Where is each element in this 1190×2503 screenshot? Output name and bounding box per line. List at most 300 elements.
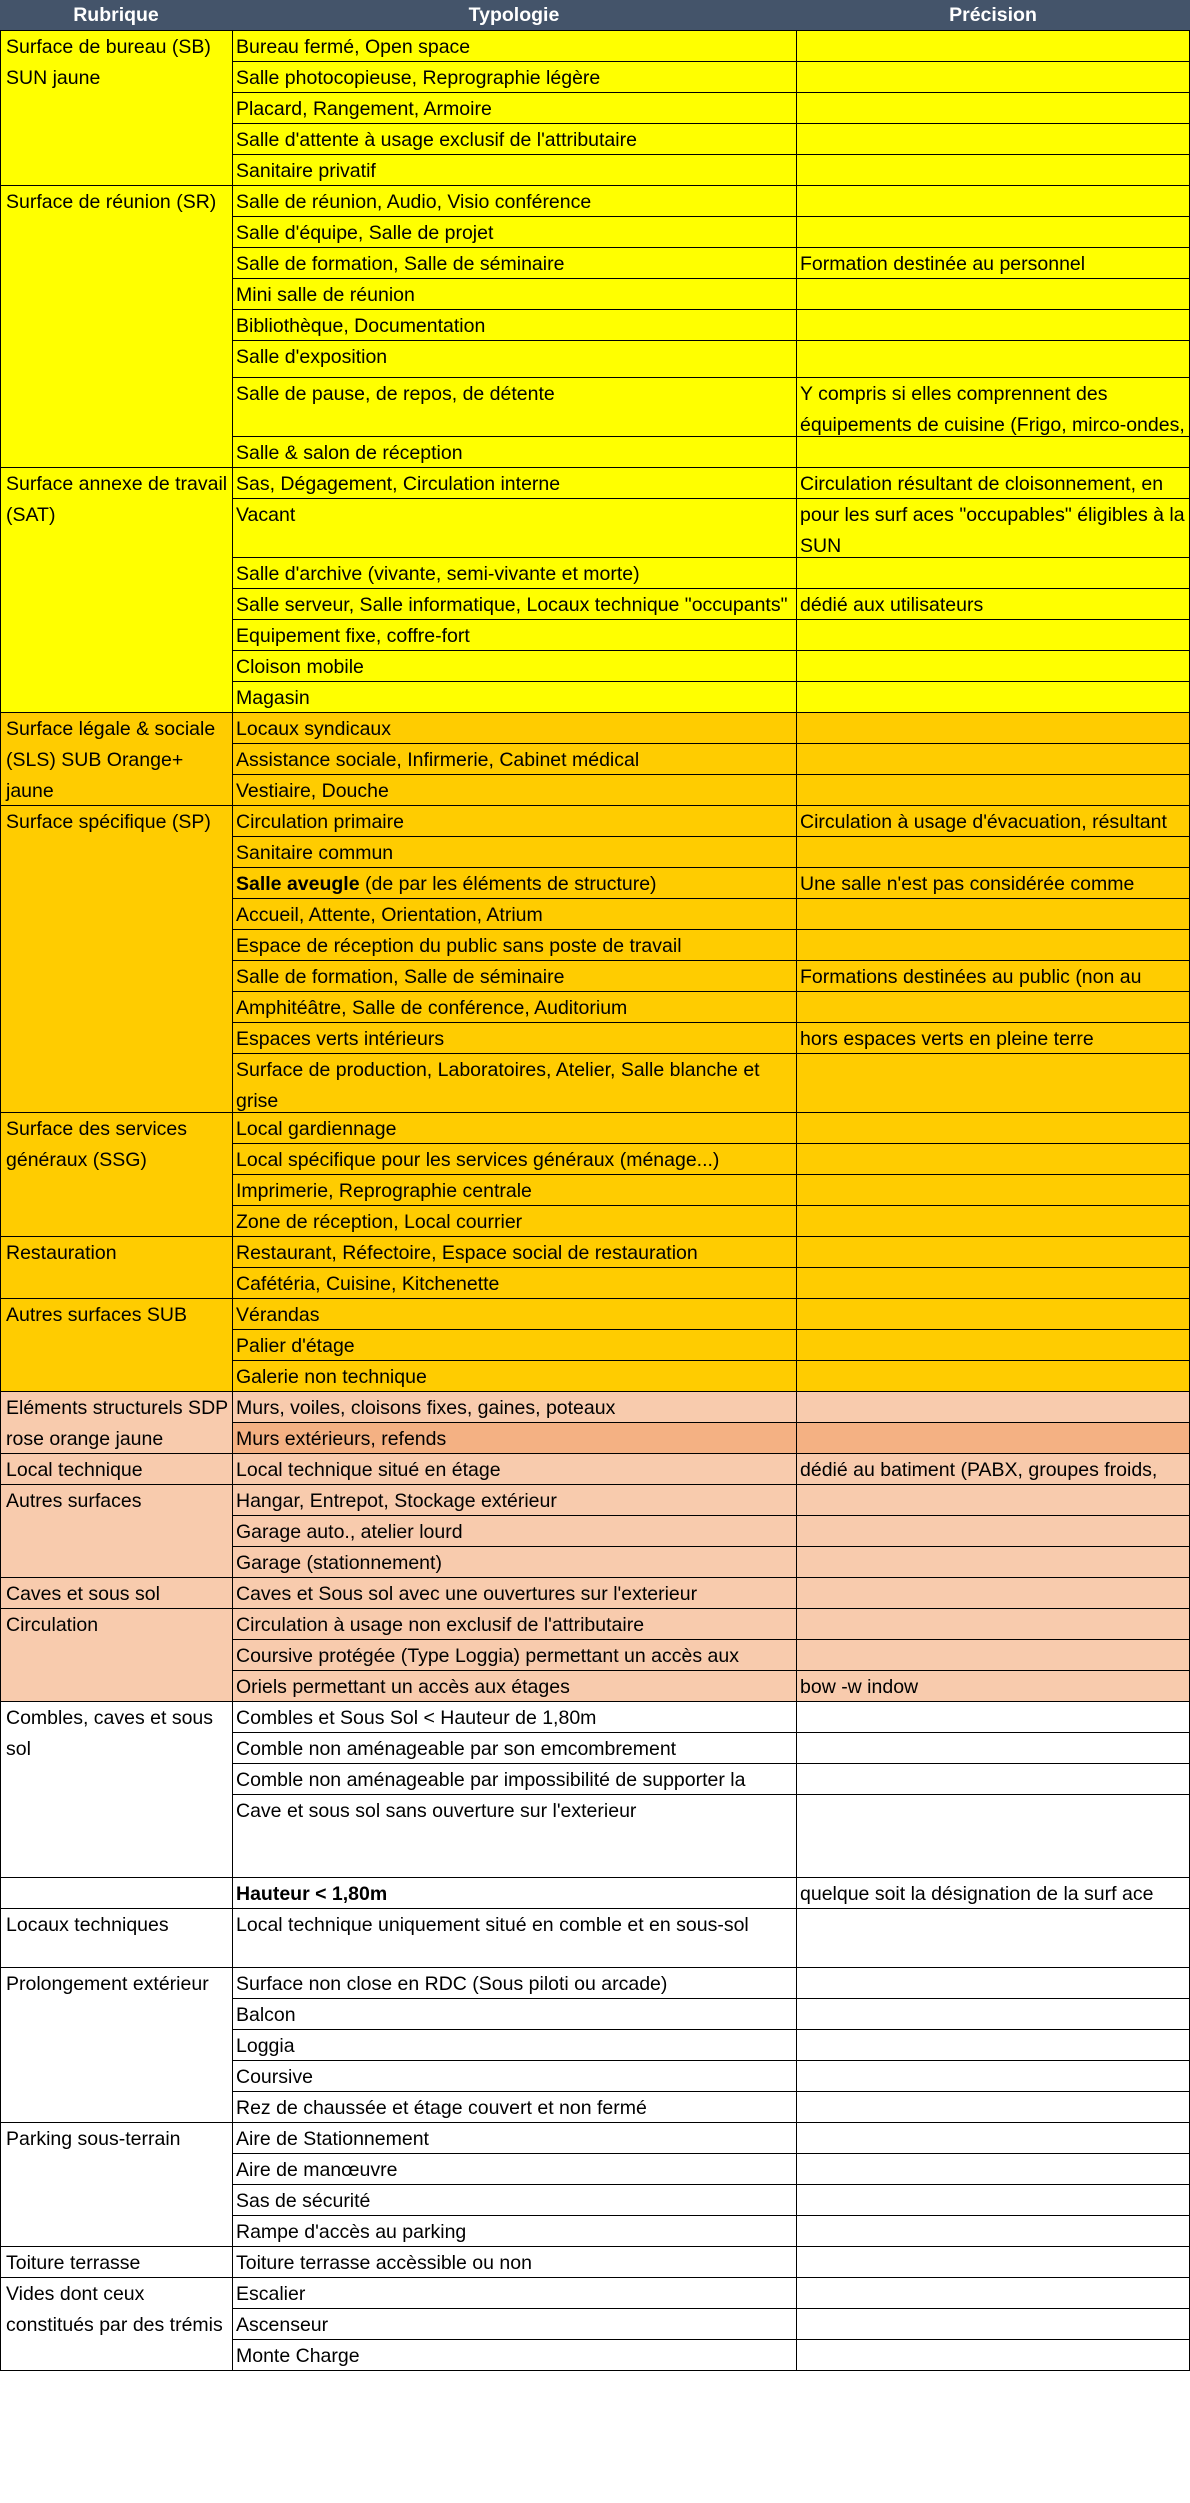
grid-line bbox=[232, 467, 1190, 468]
typologie-cell[interactable] bbox=[232, 30, 796, 61]
typologie-text: Circulation primaire bbox=[236, 811, 404, 833]
grid-line bbox=[232, 743, 1190, 744]
typologie-text: Sas de sécurité bbox=[236, 2190, 371, 2212]
grid-line bbox=[232, 1267, 1190, 1268]
precision-cell[interactable] bbox=[796, 712, 1190, 743]
header-rubrique[interactable]: Rubrique bbox=[0, 0, 232, 30]
precision-cell[interactable] bbox=[796, 1329, 1190, 1360]
typologie-cell[interactable] bbox=[232, 1022, 796, 1053]
typologie-cell[interactable] bbox=[232, 836, 796, 867]
typologie-cell[interactable] bbox=[232, 1639, 796, 1670]
rubrique-cell[interactable] bbox=[0, 1391, 232, 1453]
grid-line bbox=[232, 30, 1190, 31]
grid-line bbox=[232, 1022, 1190, 1023]
typologie-cell[interactable] bbox=[232, 1794, 796, 1877]
typologie-text: Oriels permettant un accès aux étages bbox=[236, 1676, 570, 1698]
typologie-text: Amphitéâtre, Salle de conférence, Auditorium bbox=[236, 997, 628, 1019]
typologie-text: Comble non aménageable par son emcombrement bbox=[236, 1738, 677, 1760]
typologie-text: Monte Charge bbox=[236, 2345, 360, 2367]
typologie-cell[interactable] bbox=[232, 743, 796, 774]
precision-cell[interactable] bbox=[796, 247, 1190, 278]
typologie-text: (de par les éléments de structure) bbox=[365, 873, 657, 895]
precision-cell[interactable] bbox=[796, 1360, 1190, 1391]
precision-cell[interactable] bbox=[796, 1053, 1190, 1112]
grid-line bbox=[0, 1577, 232, 1578]
precision-cell[interactable] bbox=[796, 2060, 1190, 2091]
precision-cell[interactable] bbox=[796, 1484, 1190, 1515]
precision-cell[interactable] bbox=[796, 92, 1190, 123]
precision-cell[interactable] bbox=[796, 743, 1190, 774]
grid-line bbox=[232, 1391, 1190, 1392]
grid-line bbox=[0, 1298, 232, 1299]
typologie-cell[interactable] bbox=[232, 1701, 796, 1732]
grid-line bbox=[232, 154, 1190, 155]
precision-cell[interactable] bbox=[796, 2339, 1190, 2370]
precision-text: pour les surf aces "occupables" éligibles à la bbox=[800, 504, 1185, 526]
precision-cell[interactable] bbox=[796, 1546, 1190, 1577]
typologie-cell[interactable] bbox=[232, 2215, 796, 2246]
typologie-cell[interactable] bbox=[232, 61, 796, 92]
typologie-text: Sanitaire commun bbox=[236, 842, 394, 864]
typologie-cell[interactable] bbox=[232, 1053, 796, 1112]
typologie-cell[interactable] bbox=[232, 2184, 796, 2215]
grid-line bbox=[0, 712, 232, 713]
grid-line bbox=[0, 1453, 232, 1454]
typologie-text: Salle d'attente à usage exclusif de l'attributaire bbox=[236, 129, 637, 151]
rubrique-text: Surface de réunion (SR) bbox=[6, 191, 217, 213]
typologie-text: Zone de réception, Local courrier bbox=[236, 1211, 523, 1233]
typologie-cell[interactable] bbox=[232, 377, 796, 436]
typologie-cell[interactable] bbox=[232, 92, 796, 123]
rubrique-cell[interactable] bbox=[0, 805, 232, 1112]
typologie-text: Salle de formation, Salle de séminaire bbox=[236, 966, 565, 988]
typologie-text: Comble non aménageable par impossibilité de supporter la bbox=[236, 1769, 746, 1791]
grid-line bbox=[232, 247, 1190, 248]
typologie-cell[interactable] bbox=[232, 123, 796, 154]
typologie-cell[interactable] bbox=[232, 185, 796, 216]
typologie-cell[interactable] bbox=[232, 1515, 796, 1546]
typologie-text: Local technique uniquement situé en comble et en sous-sol bbox=[236, 1914, 749, 1936]
typologie-cell[interactable] bbox=[232, 1608, 796, 1639]
rubrique-text: SUN jaune bbox=[6, 67, 101, 89]
rubrique-cell[interactable] bbox=[0, 30, 232, 185]
typologie-cell[interactable] bbox=[232, 929, 796, 960]
typologie-text: Salle photocopieuse, Reprographie légère bbox=[236, 67, 601, 89]
typologie-text: Cave et sous sol sans ouverture sur l'exterieur bbox=[236, 1800, 637, 1822]
typologie-cell[interactable] bbox=[232, 805, 796, 836]
typologie-cell[interactable] bbox=[232, 1236, 796, 1267]
rubrique-text: Prolongement extérieur bbox=[6, 1973, 209, 1995]
rubrique-cell[interactable] bbox=[0, 1484, 232, 1577]
typologie-cell[interactable] bbox=[232, 867, 796, 898]
rubrique-text: Surface annexe de travail bbox=[6, 473, 228, 495]
typologie-cell[interactable] bbox=[232, 309, 796, 340]
rubrique-cell[interactable] bbox=[0, 1298, 232, 1391]
typologie-text: Magasin bbox=[236, 687, 310, 709]
grid-line bbox=[232, 557, 1190, 558]
precision-cell[interactable] bbox=[796, 867, 1190, 898]
typologie-cell[interactable] bbox=[232, 1143, 796, 1174]
typologie-text: Aire de manœuvre bbox=[236, 2159, 398, 2181]
grid-line bbox=[232, 960, 1190, 961]
grid-line bbox=[232, 712, 1190, 713]
precision-text: dédié aux utilisateurs bbox=[800, 594, 984, 616]
typologie-text: Coursive protégée (Type Loggia) permettant un accès aux bbox=[236, 1645, 739, 1667]
grid-line bbox=[0, 30, 232, 31]
typologie-text: Garage (stationnement) bbox=[236, 1552, 442, 1574]
grid-line bbox=[232, 436, 1190, 437]
precision-cell[interactable] bbox=[796, 929, 1190, 960]
precision-cell[interactable] bbox=[796, 650, 1190, 681]
grid-line bbox=[232, 774, 1190, 775]
typologie-text: Salle de réunion, Audio, Visio conférence bbox=[236, 191, 592, 213]
precision-cell[interactable] bbox=[796, 467, 1190, 498]
grid-line bbox=[232, 929, 1190, 930]
typologie-text: Espace de réception du public sans poste de travail bbox=[236, 935, 682, 957]
rubrique-cell[interactable] bbox=[0, 185, 232, 467]
precision-cell[interactable] bbox=[796, 1732, 1190, 1763]
precision-cell[interactable] bbox=[796, 1794, 1190, 1877]
typologie-text: Restaurant, Réfectoire, Espace social de restauration bbox=[236, 1242, 698, 1264]
precision-cell[interactable] bbox=[796, 588, 1190, 619]
precision-cell[interactable] bbox=[796, 2246, 1190, 2277]
grid-line bbox=[232, 1908, 1190, 1909]
precision-cell[interactable] bbox=[796, 1298, 1190, 1329]
precision-cell[interactable] bbox=[796, 309, 1190, 340]
precision-cell[interactable] bbox=[796, 1112, 1190, 1143]
rubrique-cell[interactable] bbox=[0, 1577, 232, 1608]
precision-cell[interactable] bbox=[796, 1998, 1190, 2029]
grid-line bbox=[232, 898, 1190, 899]
typologie-text: Sanitaire privatif bbox=[236, 160, 376, 182]
rubrique-text: Restauration bbox=[6, 1242, 117, 1264]
typologie-text: Vestiaire, Douche bbox=[236, 780, 389, 802]
precision-cell[interactable] bbox=[796, 805, 1190, 836]
typologie-cell[interactable] bbox=[232, 2122, 796, 2153]
typologie-cell[interactable] bbox=[232, 1174, 796, 1205]
precision-text: Formation destinée au personnel bbox=[800, 253, 1086, 275]
typologie-cell[interactable] bbox=[232, 1967, 796, 1998]
grid-line bbox=[232, 2153, 1190, 2154]
precision-cell[interactable] bbox=[796, 1391, 1190, 1422]
precision-cell[interactable] bbox=[796, 836, 1190, 867]
precision-cell[interactable] bbox=[796, 1670, 1190, 1701]
typologie-cell[interactable] bbox=[232, 650, 796, 681]
rubrique-text: Surface des services bbox=[6, 1118, 187, 1140]
typologie-cell[interactable] bbox=[232, 2029, 796, 2060]
grid-line bbox=[232, 1763, 1190, 1764]
rubrique-text: Surface spécifique (SP) bbox=[6, 811, 211, 833]
typologie-text: Locaux syndicaux bbox=[236, 718, 392, 740]
typologie-cell[interactable] bbox=[232, 991, 796, 1022]
typologie-cell[interactable] bbox=[232, 898, 796, 929]
typologie-text: Cafétéria, Cuisine, Kitchenette bbox=[236, 1273, 500, 1295]
rubrique-cell[interactable] bbox=[0, 2122, 232, 2246]
precision-cell[interactable] bbox=[796, 1205, 1190, 1236]
grid-line bbox=[0, 30, 1, 2370]
typologie-text: Cloison mobile bbox=[236, 656, 364, 678]
grid-line bbox=[232, 867, 1190, 868]
grid-line bbox=[232, 619, 1190, 620]
precision-text: dédié au batiment (PABX, groupes froids, bbox=[800, 1459, 1158, 1481]
precision-cell[interactable] bbox=[796, 498, 1190, 557]
grid-line bbox=[232, 1877, 1190, 1878]
typologie-cell[interactable] bbox=[232, 1391, 796, 1422]
typologie-text: Surface de production, Laboratoires, Atelier, Salle blanche et bbox=[236, 1059, 760, 1081]
rubrique-cell[interactable] bbox=[0, 2246, 232, 2277]
rubrique-cell[interactable] bbox=[0, 1112, 232, 1236]
rubrique-cell[interactable] bbox=[0, 2277, 232, 2370]
grid-line bbox=[232, 340, 1190, 341]
typologie-cell[interactable] bbox=[232, 154, 796, 185]
typologie-text: Murs extérieurs, refends bbox=[236, 1428, 447, 1450]
grid-line bbox=[0, 1112, 232, 1113]
grid-line bbox=[0, 185, 232, 186]
precision-cell[interactable] bbox=[796, 2308, 1190, 2339]
typologie-cell[interactable] bbox=[232, 2091, 796, 2122]
grid-line bbox=[232, 498, 1190, 499]
grid-line bbox=[232, 2122, 1190, 2123]
grid-line bbox=[232, 1112, 1190, 1113]
precision-cell[interactable] bbox=[796, 61, 1190, 92]
typologie-cell[interactable] bbox=[232, 278, 796, 309]
rubrique-text: Parking sous-terrain bbox=[6, 2128, 181, 2150]
grid-line bbox=[0, 2277, 232, 2278]
grid-line bbox=[232, 2246, 1190, 2247]
typologie-cell[interactable] bbox=[232, 498, 796, 557]
typologie-cell[interactable] bbox=[232, 1298, 796, 1329]
grid-line bbox=[232, 30, 233, 2370]
precision-text: Formations destinées au public (non au bbox=[800, 966, 1142, 988]
precision-cell[interactable] bbox=[796, 2184, 1190, 2215]
header-typologie[interactable]: Typologie bbox=[232, 0, 796, 30]
grid-line bbox=[232, 309, 1190, 310]
grid-line bbox=[232, 1998, 1190, 1999]
grid-line bbox=[232, 2091, 1190, 2092]
precision-cell[interactable] bbox=[796, 1236, 1190, 1267]
grid-line bbox=[0, 1608, 232, 1609]
precision-cell[interactable] bbox=[796, 774, 1190, 805]
typologie-cell[interactable] bbox=[232, 1422, 796, 1453]
typologie-text: Rez de chaussée et étage couvert et non fermé bbox=[236, 2097, 647, 2119]
typologie-cell[interactable] bbox=[232, 681, 796, 712]
grid-line bbox=[0, 1908, 232, 1909]
grid-line bbox=[232, 1422, 1190, 1423]
typologie-text: Caves et Sous sol avec une ouvertures sur l'exterieur bbox=[236, 1583, 698, 1605]
precision-cell[interactable] bbox=[796, 2029, 1190, 2060]
rubrique-text: Locaux techniques bbox=[6, 1914, 169, 1936]
grid-line bbox=[232, 650, 1190, 651]
precision-cell[interactable] bbox=[796, 898, 1190, 929]
typologie-cell[interactable] bbox=[232, 2277, 796, 2308]
typologie-cell[interactable] bbox=[232, 1998, 796, 2029]
typologie-text: Circulation à usage non exclusif de l'attributaire bbox=[236, 1614, 645, 1636]
grid-line bbox=[232, 1453, 1190, 1454]
precision-cell[interactable] bbox=[796, 1639, 1190, 1670]
precision-cell[interactable] bbox=[796, 1143, 1190, 1174]
typologie-text: Escalier bbox=[236, 2283, 306, 2305]
typologie-cell[interactable] bbox=[232, 2339, 796, 2370]
precision-cell[interactable] bbox=[796, 1967, 1190, 1998]
rubrique-cell[interactable] bbox=[0, 1967, 232, 2122]
precision-text: Circulation à usage d'évacuation, résultant bbox=[800, 811, 1167, 833]
grid-line bbox=[0, 2246, 232, 2247]
typologie-cell[interactable] bbox=[232, 1205, 796, 1236]
precision-cell[interactable] bbox=[796, 1763, 1190, 1794]
typologie-text: Salle d'archive (vivante, semi-vivante et morte) bbox=[236, 563, 640, 585]
rubrique-text: Eléments structurels SDP bbox=[6, 1397, 229, 1419]
typologie-cell[interactable] bbox=[232, 2308, 796, 2339]
grid-line bbox=[0, 2370, 1190, 2371]
rubrique-text: Autres surfaces SUB bbox=[6, 1304, 187, 1326]
typologie-cell[interactable] bbox=[232, 1908, 796, 1967]
precision-cell[interactable] bbox=[796, 1577, 1190, 1608]
grid-line bbox=[0, 1391, 232, 1392]
precision-cell[interactable] bbox=[796, 340, 1190, 377]
precision-cell[interactable] bbox=[796, 2215, 1190, 2246]
grid-line bbox=[232, 1608, 1190, 1609]
typologie-cell[interactable] bbox=[232, 1670, 796, 1701]
precision-text: Circulation résultant de cloisonnement, en bbox=[800, 473, 1164, 495]
typologie-cell[interactable] bbox=[232, 340, 796, 377]
grid-line bbox=[232, 92, 1190, 93]
precision-cell[interactable] bbox=[796, 123, 1190, 154]
rubrique-cell[interactable] bbox=[0, 1608, 232, 1701]
rubrique-text: Surface légale & sociale bbox=[6, 718, 216, 740]
precision-cell[interactable] bbox=[796, 1701, 1190, 1732]
grid-line bbox=[796, 30, 797, 2370]
typologie-text: Salle d'équipe, Salle de projet bbox=[236, 222, 494, 244]
typologie-text: Balcon bbox=[236, 2004, 296, 2026]
precision-cell[interactable] bbox=[796, 436, 1190, 467]
typologie-text: Local spécifique pour les services généraux (ménage...) bbox=[236, 1149, 720, 1171]
typologie-text: Galerie non technique bbox=[236, 1366, 427, 1388]
typologie-text: Sas, Dégagement, Circulation interne bbox=[236, 473, 561, 495]
header-precision[interactable]: Précision bbox=[796, 0, 1190, 30]
grid-line bbox=[0, 1236, 232, 1237]
typologie-cell[interactable] bbox=[232, 467, 796, 498]
precision-cell[interactable] bbox=[796, 1453, 1190, 1484]
rubrique-text: constitués par des trémis bbox=[6, 2314, 223, 2336]
grid-line bbox=[232, 1639, 1190, 1640]
precision-cell[interactable] bbox=[796, 1422, 1190, 1453]
typologie-cell[interactable] bbox=[232, 1484, 796, 1515]
precision-cell[interactable] bbox=[796, 30, 1190, 61]
typologie-cell[interactable] bbox=[232, 2246, 796, 2277]
grid-line bbox=[232, 1360, 1190, 1361]
typologie-cell[interactable] bbox=[232, 960, 796, 991]
rubrique-cell[interactable] bbox=[0, 1701, 232, 1877]
precision-text: équipements de cuisine (Frigo, mirco-ondes, bbox=[800, 414, 1185, 436]
grid-line bbox=[0, 1701, 232, 1702]
typologie-cell[interactable] bbox=[232, 1732, 796, 1763]
typologie-cell[interactable] bbox=[232, 1453, 796, 1484]
grid-line bbox=[0, 805, 232, 806]
typologie-cell[interactable] bbox=[232, 1577, 796, 1608]
grid-line bbox=[0, 467, 232, 468]
precision-cell[interactable] bbox=[796, 557, 1190, 588]
rubrique-cell[interactable] bbox=[0, 1453, 232, 1484]
precision-cell[interactable] bbox=[796, 1267, 1190, 1298]
typologie-text: Accueil, Attente, Orientation, Atrium bbox=[236, 904, 543, 926]
typologie-text: Hangar, Entrepot, Stockage extérieur bbox=[236, 1490, 557, 1512]
typologie-cell[interactable] bbox=[232, 2060, 796, 2091]
precision-cell[interactable] bbox=[796, 2277, 1190, 2308]
precision-cell[interactable] bbox=[796, 216, 1190, 247]
precision-cell[interactable] bbox=[796, 377, 1190, 436]
precision-cell[interactable] bbox=[796, 681, 1190, 712]
grid-line bbox=[232, 1174, 1190, 1175]
typologie-cell[interactable] bbox=[232, 1763, 796, 1794]
precision-cell[interactable] bbox=[796, 154, 1190, 185]
typologie-cell[interactable] bbox=[232, 1877, 796, 1908]
typologie-cell[interactable] bbox=[232, 1360, 796, 1391]
typologie-cell[interactable] bbox=[232, 1267, 796, 1298]
typologie-cell[interactable] bbox=[232, 247, 796, 278]
grid-line bbox=[232, 991, 1190, 992]
typologie-text: Salle serveur, Salle informatique, Locaux technique "occupants" bbox=[236, 594, 788, 616]
typologie-cell[interactable] bbox=[232, 436, 796, 467]
precision-text: SUN bbox=[800, 535, 842, 557]
precision-cell[interactable] bbox=[796, 1174, 1190, 1205]
rubrique-cell[interactable] bbox=[0, 712, 232, 805]
typologie-cell[interactable] bbox=[232, 774, 796, 805]
typologie-cell[interactable] bbox=[232, 619, 796, 650]
precision-cell[interactable] bbox=[796, 619, 1190, 650]
typologie-bold-text: Salle aveugle bbox=[236, 873, 360, 895]
grid-line bbox=[232, 2339, 1190, 2340]
typologie-text: Bibliothèque, Documentation bbox=[236, 315, 486, 337]
precision-cell[interactable] bbox=[796, 2091, 1190, 2122]
rubrique-cell[interactable] bbox=[0, 1877, 232, 1908]
typologie-cell[interactable] bbox=[232, 2153, 796, 2184]
typologie-text: Loggia bbox=[236, 2035, 295, 2057]
precision-cell[interactable] bbox=[796, 278, 1190, 309]
precision-cell[interactable] bbox=[796, 960, 1190, 991]
precision-cell[interactable] bbox=[796, 185, 1190, 216]
typologie-text: Palier d'étage bbox=[236, 1335, 355, 1357]
typologie-cell[interactable] bbox=[232, 216, 796, 247]
grid-line bbox=[232, 1577, 1190, 1578]
typologie-cell[interactable] bbox=[232, 1546, 796, 1577]
precision-cell[interactable] bbox=[796, 991, 1190, 1022]
precision-cell[interactable] bbox=[796, 1908, 1190, 1967]
precision-cell[interactable] bbox=[796, 1877, 1190, 1908]
precision-cell[interactable] bbox=[796, 1515, 1190, 1546]
typologie-cell[interactable] bbox=[232, 1112, 796, 1143]
grid-line bbox=[232, 185, 1190, 186]
grid-line bbox=[232, 681, 1190, 682]
precision-cell[interactable] bbox=[796, 2122, 1190, 2153]
typologie-text: Aire de Stationnement bbox=[236, 2128, 429, 2150]
rubrique-cell[interactable] bbox=[0, 467, 232, 712]
typologie-cell[interactable] bbox=[232, 557, 796, 588]
typologie-cell[interactable] bbox=[232, 588, 796, 619]
grid-line bbox=[0, 1484, 232, 1485]
rubrique-cell[interactable] bbox=[0, 1908, 232, 1967]
grid-line bbox=[232, 377, 1190, 378]
grid-line bbox=[232, 2060, 1190, 2061]
rubrique-text: Caves et sous sol bbox=[6, 1583, 160, 1605]
typologie-cell[interactable] bbox=[232, 1329, 796, 1360]
rubrique-text: Toiture terrasse bbox=[6, 2252, 141, 2274]
precision-cell[interactable] bbox=[796, 1022, 1190, 1053]
precision-cell[interactable] bbox=[796, 2153, 1190, 2184]
precision-cell[interactable] bbox=[796, 1608, 1190, 1639]
typologie-cell[interactable] bbox=[232, 712, 796, 743]
grid-line bbox=[232, 278, 1190, 279]
rubrique-cell[interactable] bbox=[0, 1236, 232, 1298]
